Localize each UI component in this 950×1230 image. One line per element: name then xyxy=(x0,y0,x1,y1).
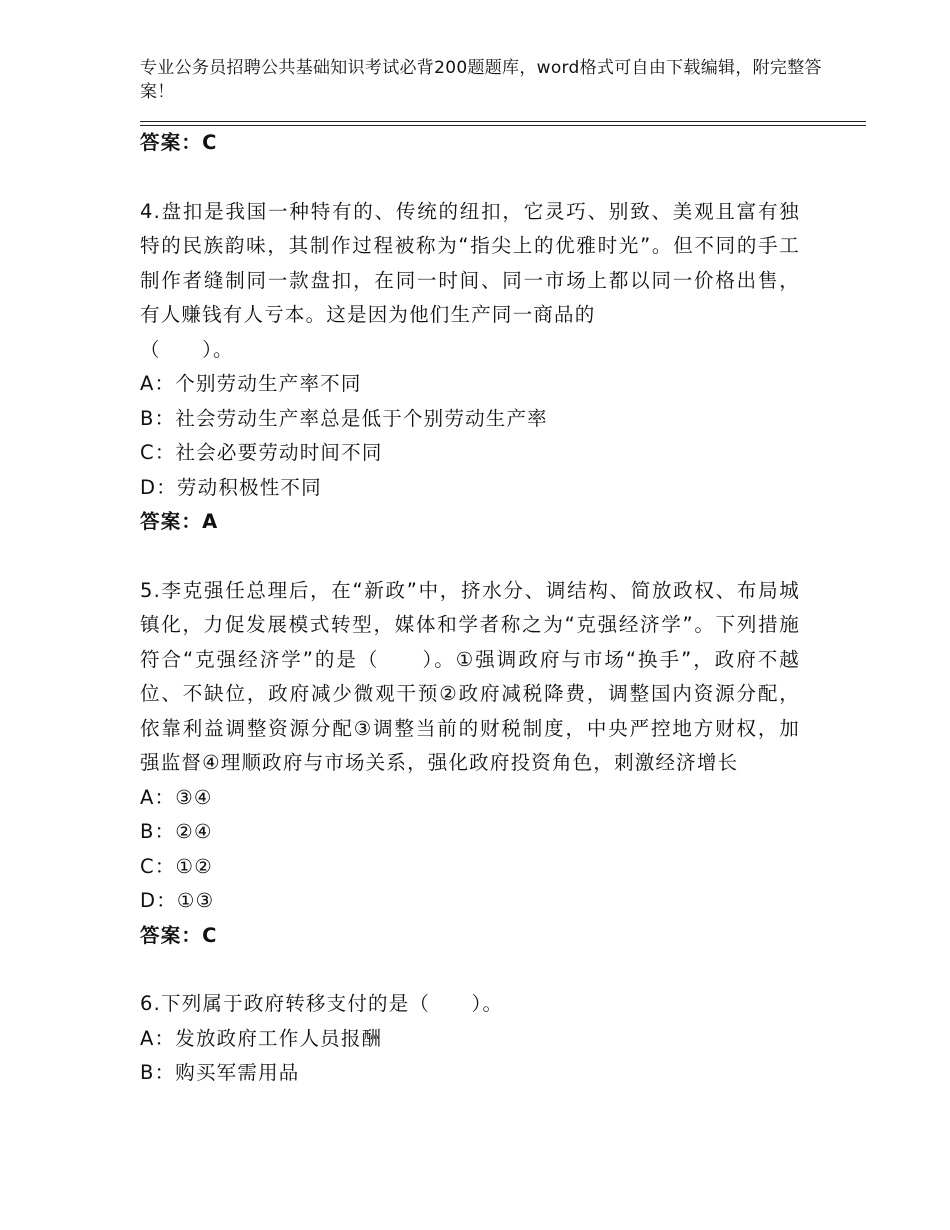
answer-label: 答案：C xyxy=(140,923,218,947)
header-divider-top xyxy=(140,121,866,122)
question-number: 6. xyxy=(140,992,162,1015)
page-header xyxy=(140,56,840,104)
question-blank: （ ）。 xyxy=(140,337,234,361)
option-d: D：①③ xyxy=(140,889,215,912)
question-6 xyxy=(140,987,800,1091)
question-number: 4. xyxy=(140,199,162,223)
answer-label: 答案：A xyxy=(140,510,219,533)
option-c: C：①② xyxy=(140,854,213,878)
option-b: B：社会劳动生产率总是低于个别劳动生产率 xyxy=(140,406,548,430)
question-number: 5. xyxy=(140,578,162,602)
option-a: A：发放政府工作人员报酬 xyxy=(140,1026,383,1050)
question-5 xyxy=(140,574,800,954)
option-b: B：购买军需用品 xyxy=(140,1061,300,1084)
question-4 xyxy=(140,195,800,540)
option-a: A：个别劳动生产率不同 xyxy=(140,372,362,395)
question-stem: 4.盘扣是我国一种特有的、传统的纽扣，它灵巧、别致、美观且富有独特的民族韵味，其制作过程被称为“指尖上的优雅时光”。但不同的手工制作者缝制同一款盘扣，在同一时间、同一市场上都以同一价格出售，有人赚钱有人亏本。这是因为他们生产同一商品的 xyxy=(140,199,800,326)
option-d: D：劳动积极性不同 xyxy=(140,475,322,499)
option-a: A：③④ xyxy=(140,785,213,809)
previous-answer: 答案：C xyxy=(140,131,218,154)
question-list xyxy=(140,126,800,1091)
option-c: C：社会必要劳动时间不同 xyxy=(140,441,383,464)
option-b: B：②④ xyxy=(140,820,213,843)
header-text: 专业公务员招聘公共基础知识考试必背200题题库，word格式可自由下载编辑，附完整答案！ xyxy=(140,58,822,102)
question-stem: 6.下列属于政府转移支付的是（ ）。 xyxy=(140,992,504,1015)
question-stem: 5.李克强任总理后，在“新政”中，挤水分、调结构、简放政权、布局城镇化，力促发展模式转型，媒体和学者称之为“克强经济学”。下列措施符合“克强经济学”的是（ ）。①强调政府与市场“换手”，政府不越位、不缺位，政府减少微观干预②政府减税降费，调整国内资源分配，依靠利益调整资源分配③调整当前的财税制度，中央严控地方财权，加强监督④理顺政府与市场关系，强化政府投资角色，刺激经济增长 xyxy=(140,578,800,774)
